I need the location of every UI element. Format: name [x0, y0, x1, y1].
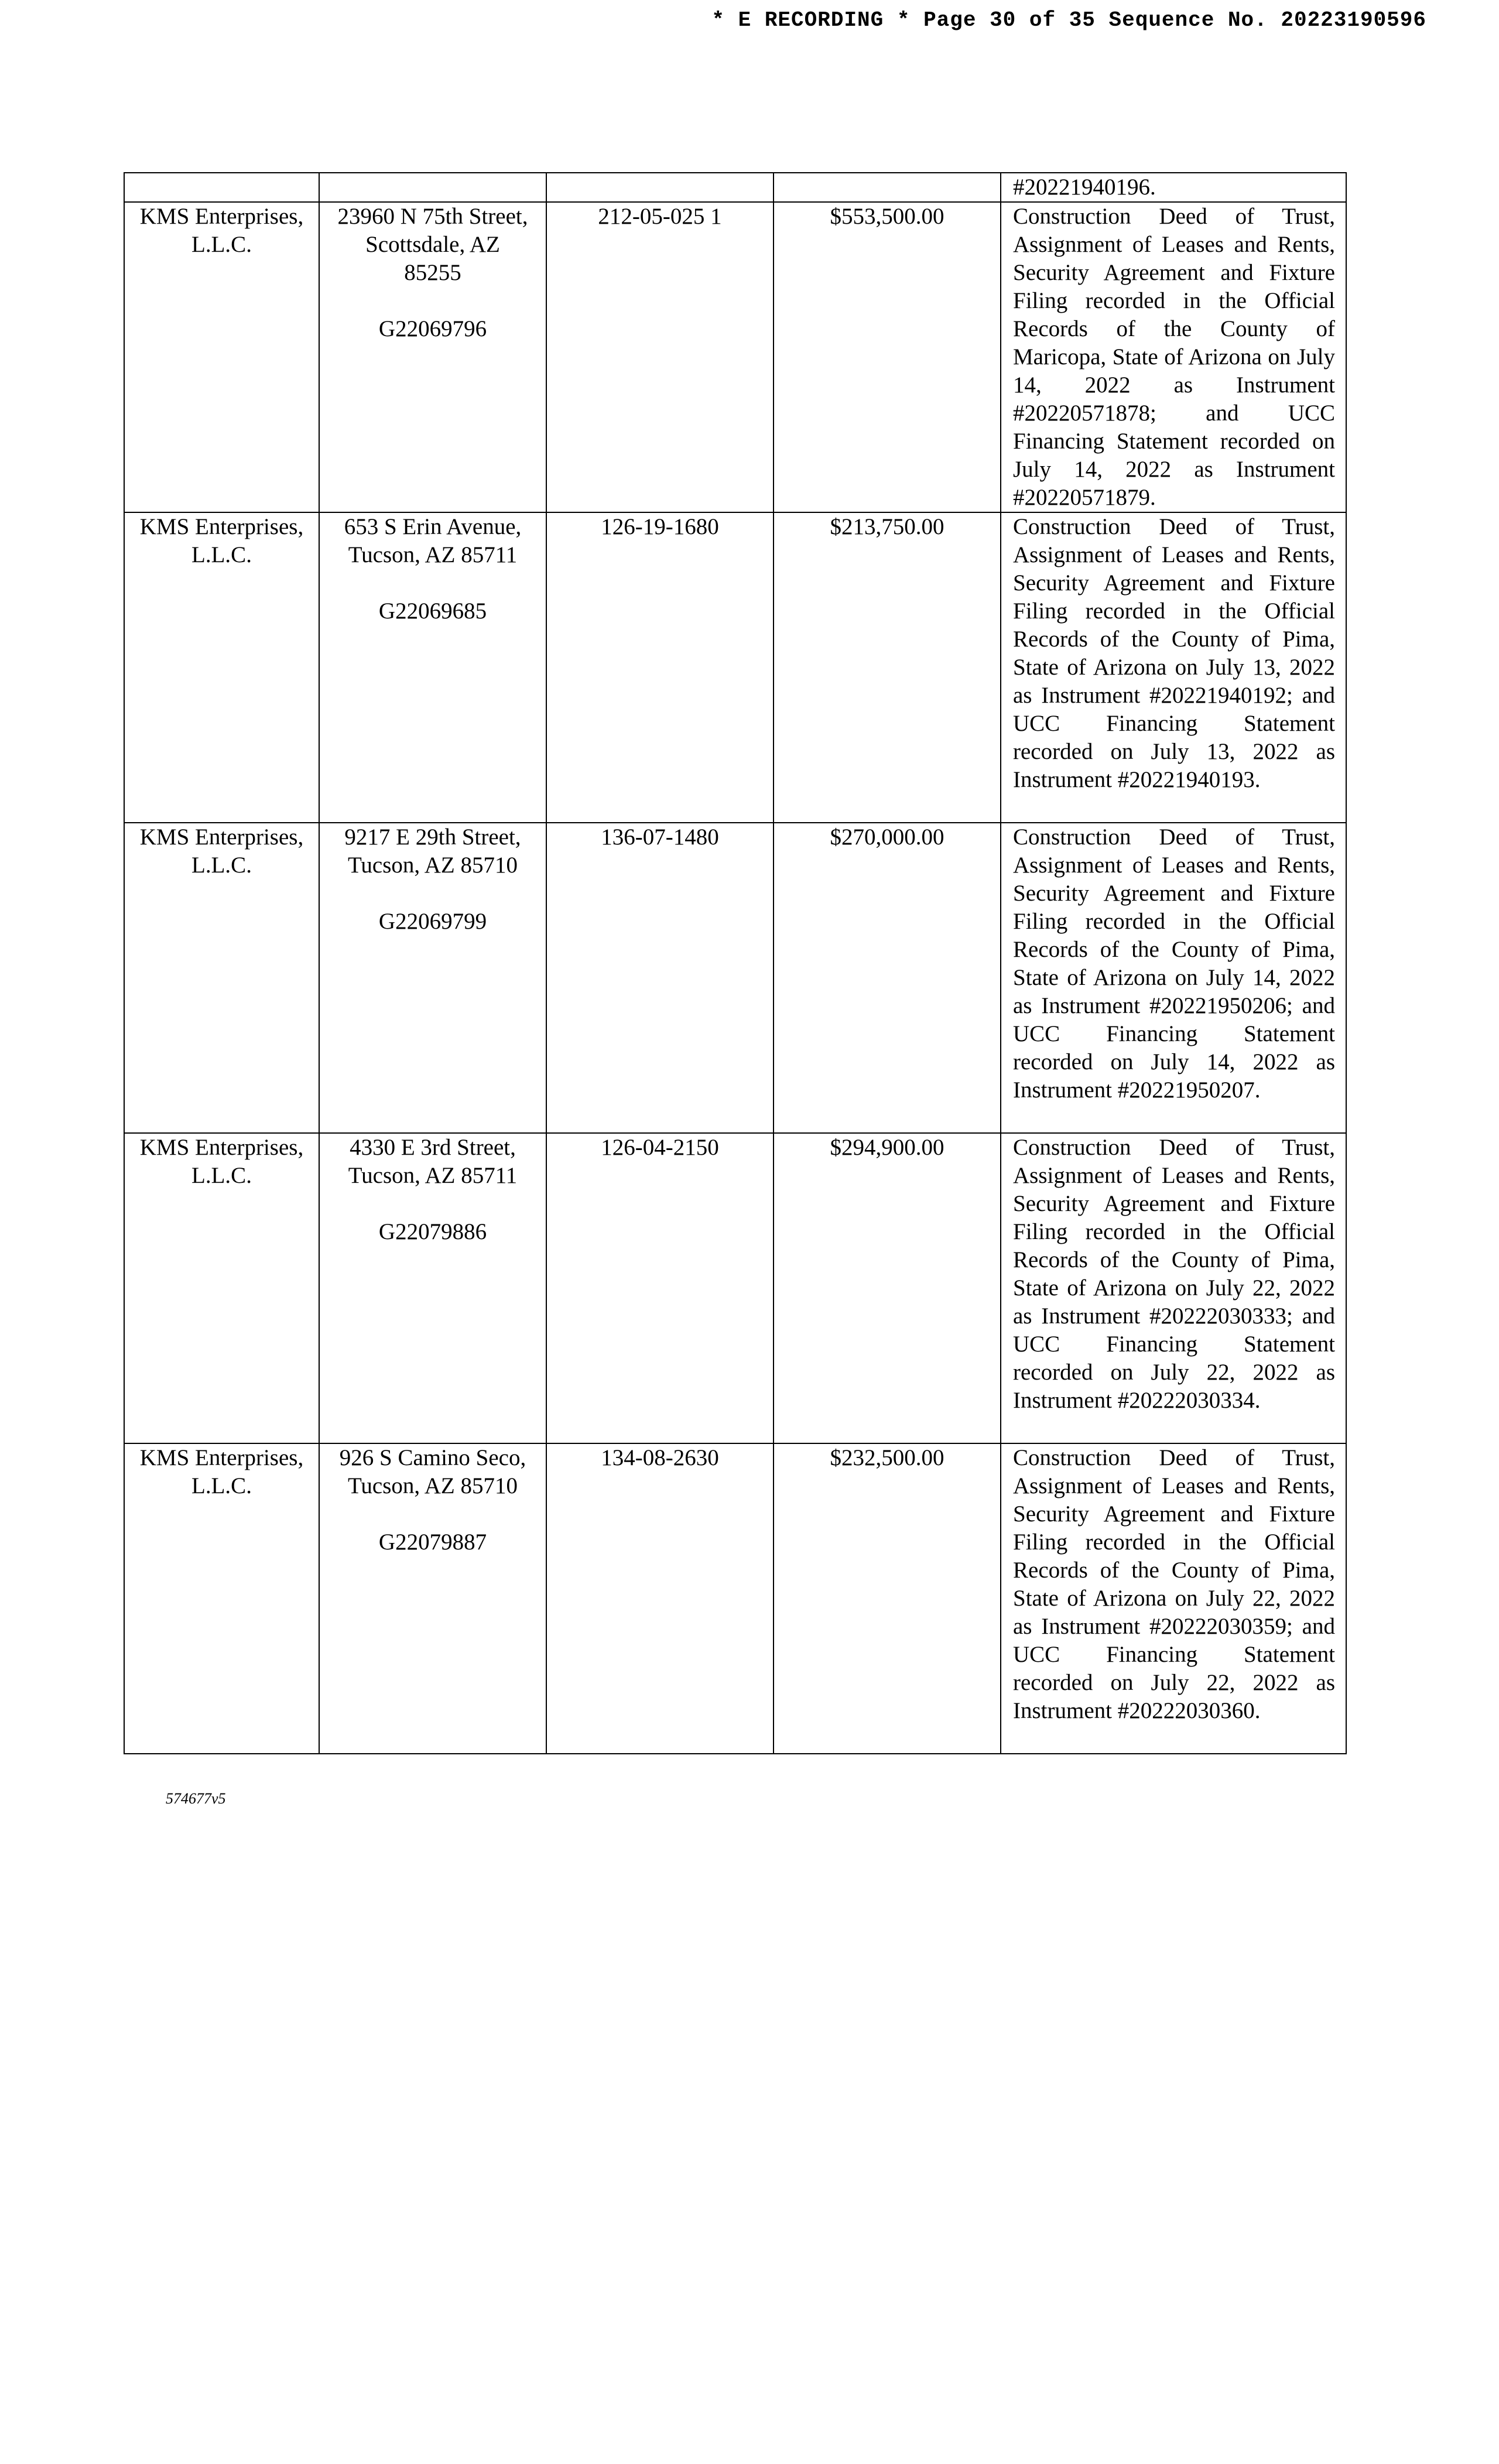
job-number: G22079886 — [378, 1219, 487, 1244]
address-line: 4330 E 3rd Street, — [350, 1135, 516, 1160]
address-line: Tucson, AZ 85711 — [348, 542, 518, 567]
owner-cell: KMS Enterprises, L.L.C. — [124, 1443, 319, 1754]
description-cell: Construction Deed of Trust, Assignment of Leases and Rents, Security Agreement and Fixture Filing recorded in the Official Records of the County of Maricopa, State of Arizona on July 14, 2022 as Instrument #20220571878; and UCC Financing Statement recorded on July 14, 2022 as Instrument #20220571879. — [1001, 202, 1346, 512]
owner-cell — [124, 173, 319, 202]
property-table — [124, 172, 1347, 1754]
table-row — [124, 512, 1346, 823]
apn-cell: 136-07-1480 — [546, 823, 774, 1133]
address-line: Tucson, AZ 85711 — [348, 1163, 518, 1188]
description-cell: Construction Deed of Trust, Assignment of Leases and Rents, Security Agreement and Fixture Filing recorded in the Official Records of the County of Pima, State of Arizona on July 13, 2022 as Instrument #20221940192; and UCC Financing Statement recorded on July 13, 2022 as Instrument #20221940193. — [1001, 512, 1346, 823]
description-cell: Construction Deed of Trust, Assignment of Leases and Rents, Security Agreement and Fixture Filing recorded in the Official Records of the County of Pima, State of Arizona on July 14, 2022 as Instrument #20221950206; and UCC Financing Statement recorded on July 14, 2022 as Instrument #20221950207. — [1001, 823, 1346, 1133]
description-cell: Construction Deed of Trust, Assignment of Leases and Rents, Security Agreement and Fixture Filing recorded in the Official Records of the County of Pima, State of Arizona on July 22, 2022 as Instrument #20222030359; and UCC Financing Statement recorded on July 22, 2022 as Instrument #20222030360. — [1001, 1443, 1346, 1754]
address-line: 85255 — [404, 260, 461, 285]
amount-cell: $270,000.00 — [774, 823, 1001, 1133]
address-cell — [319, 1133, 546, 1443]
description-cell: #20221940196. — [1001, 173, 1346, 202]
amount-cell: $294,900.00 — [774, 1133, 1001, 1443]
address-line: Scottsdale, AZ — [365, 232, 500, 257]
owner-cell: KMS Enterprises, L.L.C. — [124, 1133, 319, 1443]
table-row — [124, 823, 1346, 1133]
recording-header: * E RECORDING * Page 30 of 35 Sequence No. 20223190596 — [711, 8, 1426, 32]
owner-cell: KMS Enterprises, L.L.C. — [124, 512, 319, 823]
address-cell — [319, 202, 546, 512]
amount-cell: $553,500.00 — [774, 202, 1001, 512]
job-number: G22079887 — [378, 1529, 487, 1555]
address-cell — [319, 1443, 546, 1754]
description-cell: Construction Deed of Trust, Assignment of Leases and Rents, Security Agreement and Fixture Filing recorded in the Official Records of the County of Pima, State of Arizona on July 22, 2022 as Instrument #20222030333; and UCC Financing Statement recorded on July 22, 2022 as Instrument #20222030334. — [1001, 1133, 1346, 1443]
address-line: 926 S Camino Seco, — [339, 1445, 526, 1470]
document-id: 574677v5 — [166, 1790, 226, 1807]
apn-cell: 134-08-2630 — [546, 1443, 774, 1754]
apn-cell: 126-04-2150 — [546, 1133, 774, 1443]
address-cell — [319, 512, 546, 823]
amount-cell — [774, 173, 1001, 202]
table-row — [124, 1443, 1346, 1754]
address-line: 23960 N 75th Street, — [337, 204, 528, 229]
table-row — [124, 1133, 1346, 1443]
apn-cell: 212-05-025 1 — [546, 202, 774, 512]
address-cell — [319, 173, 546, 202]
address-line: Tucson, AZ 85710 — [347, 853, 518, 878]
job-number: G22069799 — [378, 909, 487, 934]
owner-cell: KMS Enterprises, L.L.C. — [124, 823, 319, 1133]
amount-cell: $213,750.00 — [774, 512, 1001, 823]
table-row — [124, 202, 1346, 512]
owner-cell: KMS Enterprises, L.L.C. — [124, 202, 319, 512]
apn-cell — [546, 173, 774, 202]
address-line: 9217 E 29th Street, — [344, 824, 521, 850]
continued-row — [124, 173, 1346, 202]
job-number: G22069685 — [378, 598, 487, 624]
job-number: G22069796 — [378, 316, 487, 341]
apn-cell: 126-19-1680 — [546, 512, 774, 823]
amount-cell: $232,500.00 — [774, 1443, 1001, 1754]
address-cell — [319, 823, 546, 1133]
address-line: Tucson, AZ 85710 — [347, 1473, 518, 1498]
address-line: 653 S Erin Avenue, — [344, 514, 522, 539]
